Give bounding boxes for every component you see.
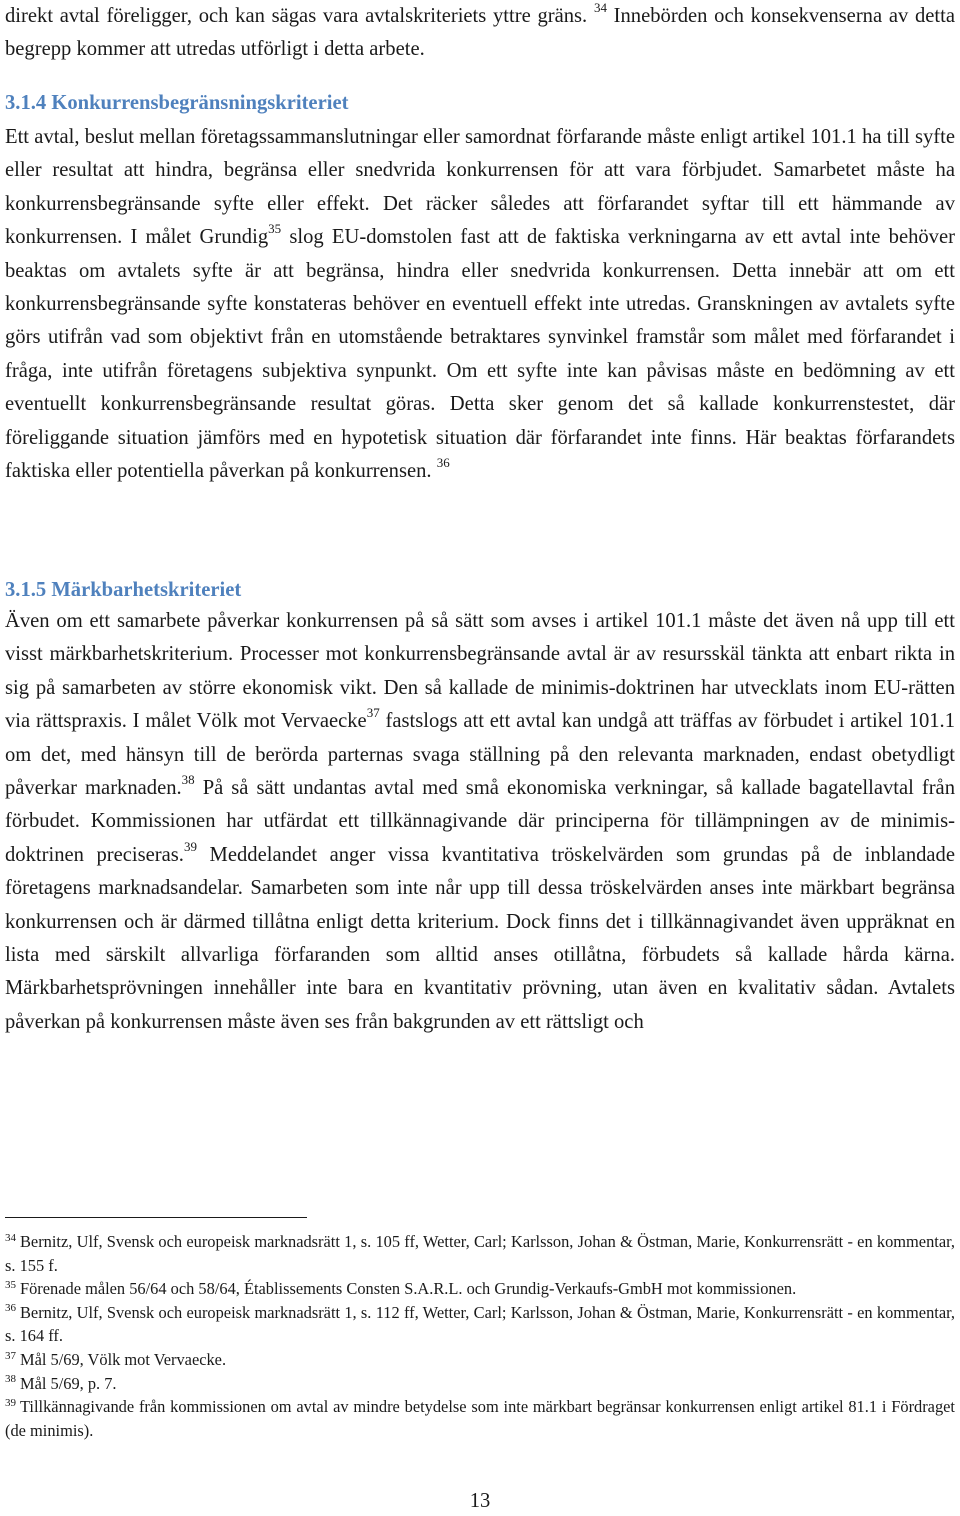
intro-text: direkt avtal föreligger, och kan sägas vara avtalskriteriets yttre gräns. — [5, 5, 588, 27]
heading-3-1-5: 3.1.5 Märkbarhetskriteriet — [5, 579, 242, 601]
paragraph-text: Ett avtal, beslut mellan företagssammanslutningar eller samordnat förfarande måste enligt artikel 101.1 ha till syfte eller resultat att hindra, begränsa eller snedvrida konkurrensen för att vara förbjudet. Samarbetet måste ha konkurrensbegränsande syfte eller effekt. Det räcker således att förfarandet syftar till ett hämmande av konkurrensen. I målet Grundig — [5, 126, 955, 249]
footnote-34 — [5, 1230, 955, 1277]
footnote-ref-37[interactable]: 37 — [366, 705, 380, 721]
footnote-ref-38[interactable]: 38 — [181, 772, 195, 788]
footnote-35 — [5, 1277, 955, 1301]
footnote-ref-36[interactable]: 36 — [436, 455, 450, 471]
paragraph-3-1-4 — [5, 121, 955, 488]
paragraph-text: slog EU-domstolen fast att de faktiska verkningarna av ett avtal inte behöver beaktas om avtalets syfte är att begränsa, hindra eller snedvrida konkurrensen. Detta innebär att om ett konkurrensbegränsande syfte konstateras behöver en eventuell effekt inte utredas. Granskningen av avtalets syfte görs utifrån vad som objektivt från en utomstående betraktares synvinkel framstår som målet med förfarandet i fråga, inte utifrån företagens subjektiva synpunkt. Om ett syfte inte kan påvisas måste en bedömning av ett eventuellt konkurrensbegränsande resultat göras. Detta sker genom det så kallade konkurrenstestet, där föreliggande situation jämförs med en hypotetisk situation där förfarandet inte finns. Här beaktas förfarandets faktiska eller potentiella påverkan på konkurrensen. — [5, 226, 955, 483]
paragraph-text: På så sätt undantas avtal med små ekonomiska verkningar, så kallade bagatellavtal från förbudet. Kommissionen har utfärdat ett tillkännagivande där principerna för tillämpningen av de minimis-doktrinen preciseras. — [5, 777, 955, 866]
footnote-text: Bernitz, Ulf, Svensk och europeisk marknadsrätt 1, s. 112 ff, Wetter, Carl; Karlsson, Johan & Östman, Marie, Konkurrensrätt - en kommentar, s. 164 ff. — [5, 1302, 955, 1346]
footnote-ref-34[interactable]: 34 — [593, 0, 607, 16]
footnote-text: Förenade målen 56/64 och 58/64, Établissements Consten S.A.R.L. och Grundig-Verkaufs-GmbH mot kommissionen. — [20, 1279, 797, 1299]
footnote-text: Mål 5/69, Völk mot Vervaecke. — [20, 1349, 227, 1369]
footnote-number: 37 — [5, 1349, 16, 1362]
footnote-ref-39[interactable]: 39 — [183, 838, 197, 854]
footnote-number: 38 — [5, 1373, 16, 1386]
heading-3-1-4: 3.1.4 Konkurrensbegränsningskriteriet — [5, 92, 349, 114]
footnote-text: Bernitz, Ulf, Svensk och europeisk marknadsrätt 1, s. 105 ff, Wetter, Carl; Karlsson, Johan & Östman, Marie, Konkurrensrätt - en kommentar, s. 155 f. — [5, 1232, 955, 1275]
footnote-number: 36 — [5, 1302, 16, 1315]
footnote-38 — [5, 1372, 955, 1396]
footnote-ref-35[interactable]: 35 — [268, 221, 282, 237]
footnote-36 — [5, 1301, 955, 1348]
footnote-separator — [5, 1217, 307, 1218]
paragraph-3-1-5 — [5, 605, 955, 1039]
footnote-number: 34 — [5, 1231, 16, 1244]
footnote-number: 35 — [5, 1278, 16, 1291]
intro-text-2: Innebörden och konsekvenserna av detta begrepp kommer att utredas utförligt i detta arbete. — [5, 5, 956, 61]
paragraph-text: Meddelandet anger vissa kvantitativa tröskelvärden som grundas på de inblandade företagens marknadsandelar. Samarbeten som inte når upp till dessa tröskelvärden anses inte märkbart begränsa konkurrensen och är därmed tillåtna enligt detta kriterium. Dock finns det i tillkännagivandet även uppräknat en lista med särskilt allvarliga förfaranden som alltid anses otillåtna, förbudets så kallade hårda kärna. Märkbarhetsprövningen innehåller inte bara en kvantitativ prövning, utan även en kvalitativ sådan. Avtalets påverkan på konkurrensen måste även ses från bakgrunden av ett rättsligt och — [5, 843, 955, 1033]
footnote-text: Mål 5/69, p. 7. — [20, 1373, 117, 1393]
footnote-number: 39 — [5, 1396, 16, 1409]
footnote-37 — [5, 1348, 955, 1372]
footnotes — [5, 1230, 955, 1442]
page-number: 13 — [469, 1490, 491, 1512]
footnote-39 — [5, 1395, 955, 1442]
footnote-text: Tillkännagivande från kommissionen om avtal av mindre betydelse som inte märkbart begränsar konkurrensen enligt artikel 81.1 i Fördraget (de minimis). — [5, 1397, 955, 1440]
paragraph-text: Även om ett samarbete påverkar konkurrensen på så sätt som avses i artikel 101.1 måste det även nå upp till ett visst märkbarhetskriterium. Processer mot konkurrensbegränsande avtal är av resursskäl tänkta att enbart rikta in sig på samarbeten av större ekonomisk vikt. Den så kallade de minimis-doktrinen har utvecklats inom EU-rätten via rättspraxis. I målet Völk mot Vervaecke — [5, 610, 955, 733]
intro-paragraph — [5, 0, 955, 67]
paragraph-text: fastslogs att ett avtal kan undgå att träffas av förbudet i artikel 101.1 om det, med hänsyn till de berörda parternas svaga ställning på den relevanta marknaden, endast obetydligt påverkar marknaden. — [5, 710, 955, 800]
